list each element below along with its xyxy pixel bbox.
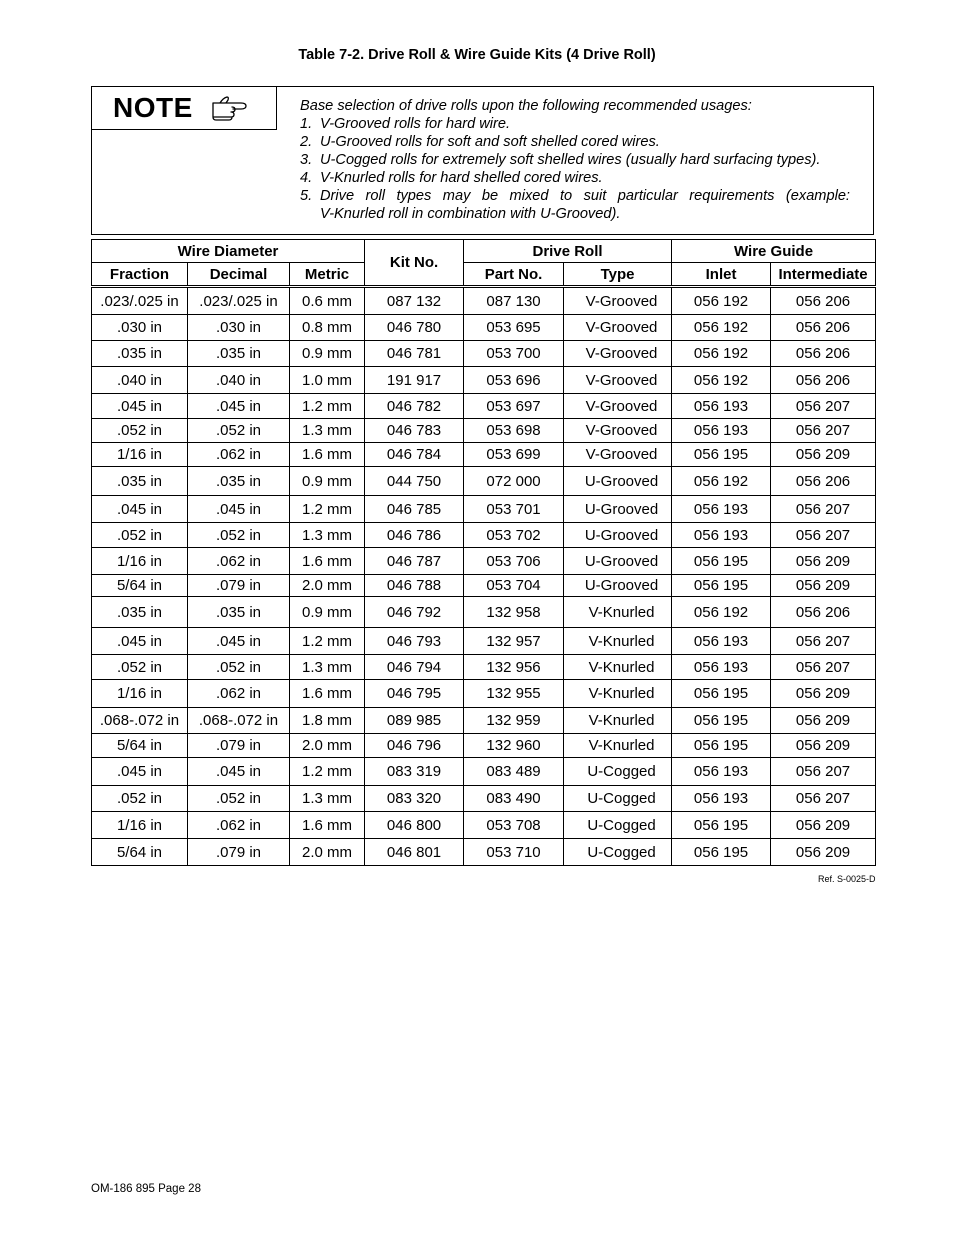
cell-part-no: 053 710 [464,839,564,866]
cell-part-no: 132 960 [464,734,564,758]
cell-type: V-Knurled [564,680,672,708]
table-row [92,496,876,523]
cell-intermediate: 056 207 [771,758,876,786]
header-wire-guide: Wire Guide [672,240,876,263]
table-row [92,523,876,548]
cell-fraction: 5/64 in [92,839,188,866]
cell-type: V-Knurled [564,597,672,628]
table-row [92,680,876,708]
cell-inlet: 056 193 [672,419,771,443]
cell-type: V-Grooved [564,443,672,467]
cell-kit-no: 046 788 [365,575,464,597]
cell-kit-no: 046 781 [365,341,464,367]
header-kit-no: Kit No. [365,240,464,287]
table-row [92,367,876,394]
cell-part-no: 132 958 [464,597,564,628]
cell-metric: 2.0 mm [290,575,365,597]
cell-part-no: 053 699 [464,443,564,467]
cell-decimal: .052 in [188,655,290,680]
table-row [92,758,876,786]
note-item: 4. V-Knurled rolls for hard shelled cored wires. [300,170,603,186]
table-body [92,287,876,866]
cell-type: U-Cogged [564,839,672,866]
table-row [92,628,876,655]
cell-kit-no: 046 793 [365,628,464,655]
cell-part-no: 083 490 [464,786,564,812]
cell-part-no: 132 957 [464,628,564,655]
cell-inlet: 056 192 [672,287,771,315]
cell-metric: 0.9 mm [290,597,365,628]
cell-part-no: 053 698 [464,419,564,443]
cell-fraction: 1/16 in [92,812,188,839]
cell-metric: 2.0 mm [290,839,365,866]
cell-intermediate: 056 209 [771,734,876,758]
table-row [92,786,876,812]
cell-decimal: .079 in [188,734,290,758]
cell-intermediate: 056 206 [771,467,876,496]
note-box [91,86,874,235]
cell-type: V-Grooved [564,419,672,443]
cell-fraction: .040 in [92,367,188,394]
cell-fraction: .052 in [92,655,188,680]
cell-kit-no: 046 792 [365,597,464,628]
cell-metric: 1.2 mm [290,758,365,786]
cell-fraction: 5/64 in [92,575,188,597]
cell-type: U-Grooved [564,467,672,496]
cell-inlet: 056 192 [672,341,771,367]
drive-roll-table [91,239,876,866]
cell-type: V-Grooved [564,394,672,419]
cell-fraction: .052 in [92,786,188,812]
cell-inlet: 056 195 [672,680,771,708]
cell-kit-no: 046 801 [365,839,464,866]
cell-metric: 1.3 mm [290,523,365,548]
cell-inlet: 056 195 [672,708,771,734]
cell-metric: 1.6 mm [290,443,365,467]
cell-part-no: 053 702 [464,523,564,548]
cell-part-no: 053 695 [464,315,564,341]
note-word: NOTE [113,91,193,123]
reference-code: Ref. S-0025-D [818,874,876,884]
header-intermediate: Intermediate [771,263,876,287]
cell-intermediate: 056 207 [771,655,876,680]
cell-decimal: .062 in [188,548,290,575]
cell-inlet: 056 193 [672,628,771,655]
header-wire-diameter: Wire Diameter [92,240,365,263]
cell-kit-no: 046 784 [365,443,464,467]
cell-type: V-Grooved [564,287,672,315]
cell-type: U-Grooved [564,548,672,575]
cell-inlet: 056 192 [672,367,771,394]
cell-inlet: 056 195 [672,812,771,839]
cell-fraction: .023/.025 in [92,287,188,315]
table-row [92,575,876,597]
table-row [92,812,876,839]
table-row [92,597,876,628]
cell-part-no: 132 959 [464,708,564,734]
cell-kit-no: 046 780 [365,315,464,341]
cell-type: U-Grooved [564,496,672,523]
header-type: Type [564,263,672,287]
cell-inlet: 056 195 [672,443,771,467]
cell-part-no: 053 696 [464,367,564,394]
cell-type: U-Grooved [564,523,672,548]
cell-inlet: 056 193 [672,786,771,812]
cell-fraction: 1/16 in [92,548,188,575]
cell-type: U-Cogged [564,758,672,786]
cell-intermediate: 056 207 [771,628,876,655]
cell-intermediate: 056 206 [771,287,876,315]
cell-inlet: 056 195 [672,575,771,597]
cell-fraction: .035 in [92,467,188,496]
cell-decimal: .030 in [188,315,290,341]
cell-fraction: .030 in [92,315,188,341]
table-row [92,548,876,575]
cell-part-no: 053 700 [464,341,564,367]
cell-fraction: .045 in [92,394,188,419]
cell-fraction: .035 in [92,341,188,367]
note-item: 1. V-Grooved rolls for hard wire. [300,116,511,132]
note-item: 3. U-Cogged rolls for extremely soft shelled wires (usually hard surfacing types). [300,152,821,168]
cell-metric: 1.2 mm [290,628,365,655]
cell-part-no: 053 701 [464,496,564,523]
cell-fraction: .045 in [92,628,188,655]
table-row [92,315,876,341]
cell-decimal: .045 in [188,394,290,419]
table-row [92,467,876,496]
cell-decimal: .079 in [188,839,290,866]
header-inlet: Inlet [672,263,771,287]
cell-fraction: .052 in [92,419,188,443]
cell-part-no: 072 000 [464,467,564,496]
cell-intermediate: 056 209 [771,708,876,734]
cell-part-no: 053 697 [464,394,564,419]
cell-metric: 1.3 mm [290,655,365,680]
cell-metric: 1.3 mm [290,786,365,812]
header-drive-roll: Drive Roll [464,240,672,263]
cell-type: V-Knurled [564,655,672,680]
cell-kit-no: 046 800 [365,812,464,839]
cell-metric: 2.0 mm [290,734,365,758]
note-item: 5. Drive roll types may be mixed to suit particular requirements (example: [300,188,850,204]
cell-decimal: .045 in [188,628,290,655]
cell-kit-no: 046 794 [365,655,464,680]
cell-intermediate: 056 207 [771,419,876,443]
cell-inlet: 056 193 [672,655,771,680]
cell-decimal: .062 in [188,680,290,708]
cell-type: U-Cogged [564,786,672,812]
cell-metric: 0.9 mm [290,341,365,367]
cell-part-no: 053 706 [464,548,564,575]
cell-type: V-Knurled [564,734,672,758]
cell-inlet: 056 192 [672,597,771,628]
cell-intermediate: 056 209 [771,812,876,839]
cell-kit-no: 046 783 [365,419,464,443]
cell-intermediate: 056 209 [771,548,876,575]
cell-intermediate: 056 206 [771,315,876,341]
cell-type: V-Grooved [564,341,672,367]
cell-type: U-Cogged [564,812,672,839]
cell-intermediate: 056 207 [771,394,876,419]
pointing-hand-icon [211,95,249,121]
cell-metric: 1.3 mm [290,419,365,443]
cell-inlet: 056 195 [672,548,771,575]
cell-decimal: .035 in [188,467,290,496]
cell-fraction: .045 in [92,758,188,786]
cell-inlet: 056 193 [672,758,771,786]
cell-decimal: .045 in [188,758,290,786]
cell-intermediate: 056 209 [771,680,876,708]
cell-fraction: .035 in [92,597,188,628]
table-row [92,443,876,467]
cell-metric: 1.6 mm [290,680,365,708]
cell-part-no: 132 956 [464,655,564,680]
cell-part-no: 087 130 [464,287,564,315]
table-row [92,734,876,758]
table-title: Table 7-2. Drive Roll & Wire Guide Kits (4 Drive Roll) [298,47,656,63]
cell-fraction: .045 in [92,496,188,523]
header-part-no: Part No. [464,263,564,287]
note-item-continuation: V-Knurled roll in combination with U-Grooved). [320,206,621,222]
cell-kit-no: 046 786 [365,523,464,548]
cell-decimal: .052 in [188,419,290,443]
cell-kit-no: 083 319 [365,758,464,786]
cell-intermediate: 056 206 [771,341,876,367]
cell-type: V-Knurled [564,708,672,734]
cell-fraction: .068-.072 in [92,708,188,734]
cell-decimal: .045 in [188,496,290,523]
table-row [92,655,876,680]
cell-intermediate: 056 207 [771,786,876,812]
cell-intermediate: 056 206 [771,367,876,394]
cell-decimal: .079 in [188,575,290,597]
cell-kit-no: 046 785 [365,496,464,523]
cell-intermediate: 056 209 [771,443,876,467]
cell-decimal: .052 in [188,523,290,548]
cell-decimal: .035 in [188,341,290,367]
cell-kit-no: 089 985 [365,708,464,734]
cell-metric: 1.8 mm [290,708,365,734]
note-item: 2. U-Grooved rolls for soft and soft shelled cored wires. [300,134,660,150]
cell-inlet: 056 192 [672,467,771,496]
cell-inlet: 056 192 [672,315,771,341]
cell-metric: 1.0 mm [290,367,365,394]
cell-part-no: 053 708 [464,812,564,839]
cell-metric: 0.8 mm [290,315,365,341]
cell-kit-no: 046 787 [365,548,464,575]
cell-type: V-Knurled [564,628,672,655]
cell-intermediate: 056 209 [771,839,876,866]
header-metric: Metric [290,263,365,287]
cell-decimal: .068-.072 in [188,708,290,734]
cell-decimal: .035 in [188,597,290,628]
cell-type: V-Grooved [564,367,672,394]
cell-metric: 1.6 mm [290,812,365,839]
table-row [92,287,876,315]
cell-inlet: 056 193 [672,496,771,523]
cell-kit-no: 046 795 [365,680,464,708]
note-label [91,86,277,130]
cell-kit-no: 046 782 [365,394,464,419]
cell-metric: 0.6 mm [290,287,365,315]
cell-fraction: 5/64 in [92,734,188,758]
cell-part-no: 132 955 [464,680,564,708]
cell-metric: 1.2 mm [290,394,365,419]
cell-decimal: .062 in [188,443,290,467]
cell-kit-no: 046 796 [365,734,464,758]
cell-type: V-Grooved [564,315,672,341]
table-row [92,708,876,734]
cell-inlet: 056 193 [672,523,771,548]
cell-inlet: 056 195 [672,734,771,758]
cell-intermediate: 056 206 [771,597,876,628]
header-decimal: Decimal [188,263,290,287]
cell-type: U-Grooved [564,575,672,597]
cell-inlet: 056 195 [672,839,771,866]
table-row [92,839,876,866]
cell-metric: 0.9 mm [290,467,365,496]
table-row [92,419,876,443]
cell-fraction: .052 in [92,523,188,548]
cell-kit-no: 083 320 [365,786,464,812]
cell-decimal: .052 in [188,786,290,812]
cell-decimal: .023/.025 in [188,287,290,315]
cell-inlet: 056 193 [672,394,771,419]
cell-intermediate: 056 207 [771,496,876,523]
cell-fraction: 1/16 in [92,443,188,467]
note-intro: Base selection of drive rolls upon the following recommended usages: [300,98,752,114]
cell-decimal: .040 in [188,367,290,394]
page-footer: OM-186 895 Page 28 [91,1183,201,1195]
cell-decimal: .062 in [188,812,290,839]
cell-intermediate: 056 209 [771,575,876,597]
cell-metric: 1.2 mm [290,496,365,523]
header-fraction: Fraction [92,263,188,287]
cell-part-no: 053 704 [464,575,564,597]
cell-intermediate: 056 207 [771,523,876,548]
cell-metric: 1.6 mm [290,548,365,575]
note-text [300,97,850,223]
cell-kit-no: 191 917 [365,367,464,394]
cell-kit-no: 044 750 [365,467,464,496]
cell-fraction: 1/16 in [92,680,188,708]
cell-kit-no: 087 132 [365,287,464,315]
table-row [92,341,876,367]
cell-part-no: 083 489 [464,758,564,786]
table-row [92,394,876,419]
